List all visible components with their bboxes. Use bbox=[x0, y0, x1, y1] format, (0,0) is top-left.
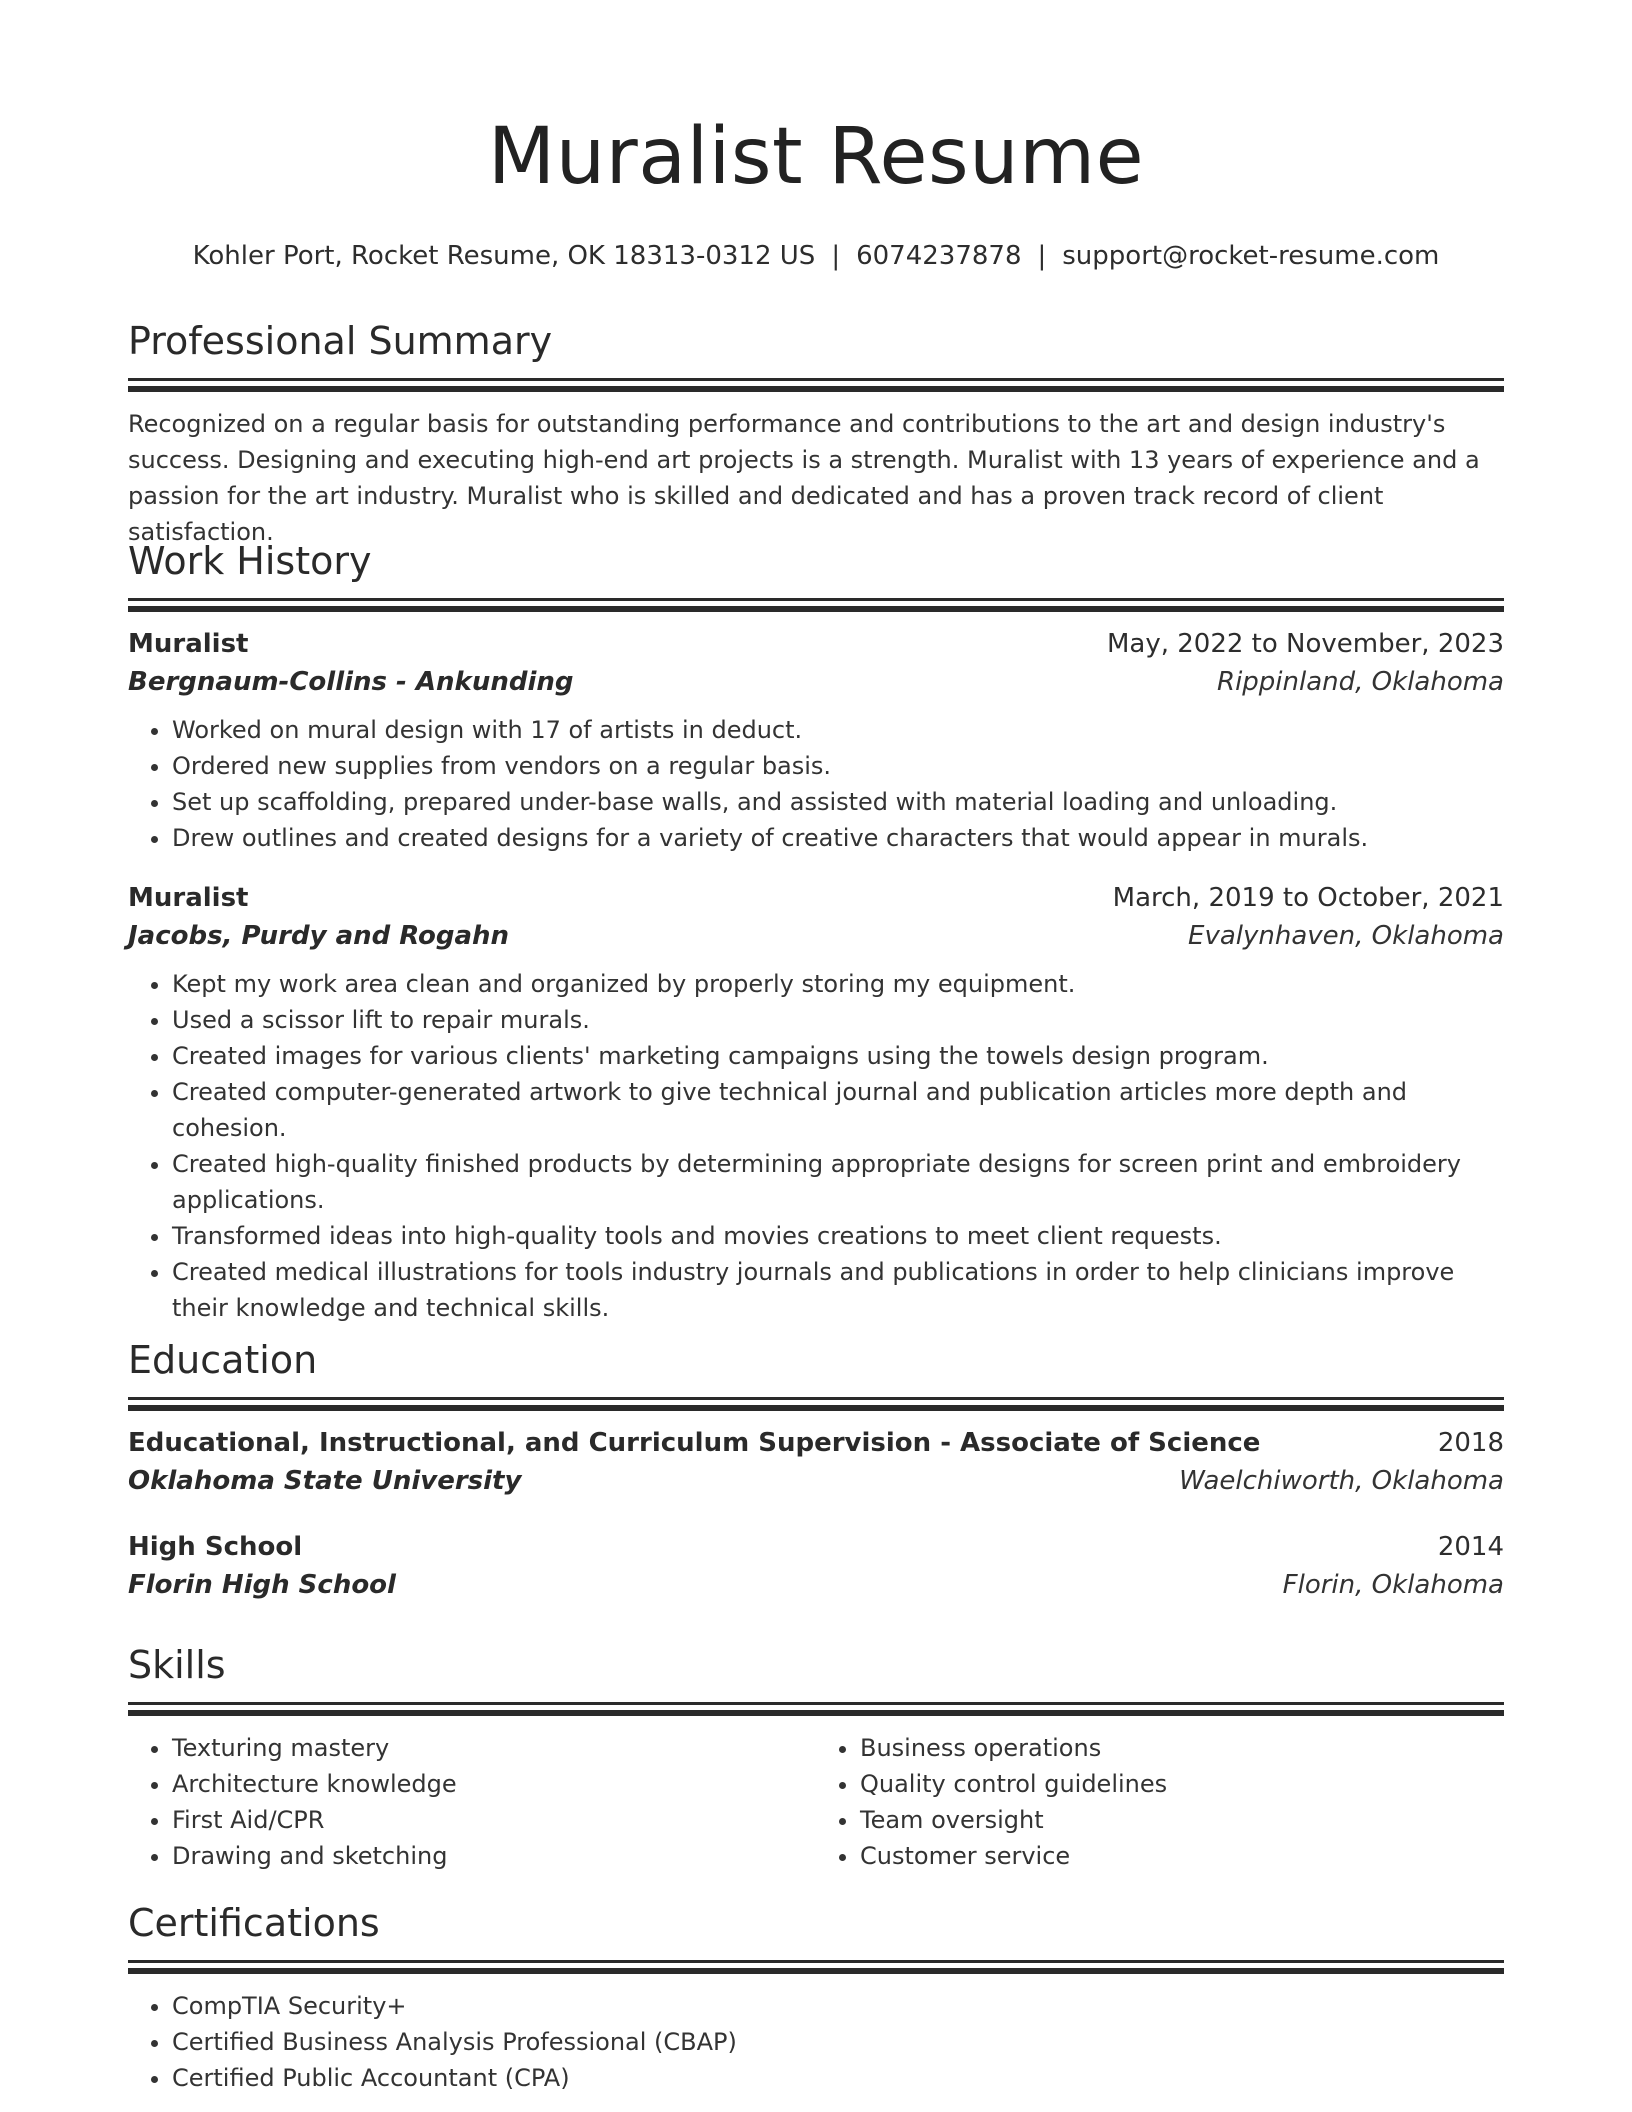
divider bbox=[128, 606, 1504, 612]
degree: High School bbox=[128, 1532, 303, 1562]
list-item: • Kept my work area clean and organized by properly storing my equipment. bbox=[172, 966, 1504, 1002]
list-item: • Created images for various clients' marketing campaigns using the towels design program. bbox=[172, 1038, 1504, 1074]
list-item: • Created computer-generated artwork to give technical journal and publication articles more depth and cohesion. bbox=[172, 1074, 1504, 1146]
degree: Educational, Instructional, and Curriculum Supervision - Associate of Science bbox=[128, 1428, 1261, 1458]
divider bbox=[128, 598, 1504, 601]
section-heading: Skills bbox=[128, 1643, 226, 1687]
divider bbox=[128, 1960, 1504, 1963]
skills-list-left bbox=[128, 1730, 816, 1874]
list-item: • CompTIA Security+ bbox=[172, 1988, 1504, 2024]
list-item: • Business operations bbox=[860, 1730, 1504, 1766]
section-heading: Professional Summary bbox=[128, 319, 553, 363]
company-name: Bergnaum-Collins - Ankunding bbox=[128, 667, 574, 697]
school-name: Florin High School bbox=[128, 1570, 396, 1600]
list-item: • Used a scissor lift to repair murals. bbox=[172, 1002, 1504, 1038]
email: support@rocket-resume.com bbox=[1062, 241, 1440, 271]
skills-section bbox=[128, 1642, 1504, 1874]
job-location: Evalynhaven, Oklahoma bbox=[1188, 921, 1504, 951]
job-duties bbox=[128, 712, 1504, 856]
divider bbox=[128, 1968, 1504, 1974]
list-item: • Ordered new supplies from vendors on a regular basis. bbox=[172, 748, 1504, 784]
job-dates: May, 2022 to November, 2023 bbox=[1106, 629, 1504, 659]
certifications-list bbox=[128, 1988, 1504, 2096]
list-item: • First Aid/CPR bbox=[172, 1802, 816, 1838]
section-heading: Work History bbox=[128, 539, 372, 583]
section-heading: Certifications bbox=[128, 1901, 380, 1945]
summary-text: Recognized on a regular basis for outstanding performance and contributions to the art and design industry's success. Designing and executing high-end art projects is a strength. Muralist with 13 years of experience and a passion for the art industry. Muralist who is skilled and dedicated and has a proven track record of client satisfaction. bbox=[128, 410, 1480, 546]
list-item: • Texturing mastery bbox=[172, 1730, 816, 1766]
job-title: Muralist bbox=[128, 883, 249, 913]
job-dates: March, 2019 to October, 2021 bbox=[1112, 883, 1504, 913]
summary-section bbox=[128, 318, 1504, 550]
job-entry bbox=[128, 880, 1504, 1326]
resume-title: Muralist Resume bbox=[487, 112, 1145, 202]
job-entry bbox=[128, 626, 1504, 856]
list-item: • Worked on mural design with 17 of artists in deduct. bbox=[172, 712, 1504, 748]
skills-list-right bbox=[816, 1730, 1504, 1874]
list-item: • Certified Business Analysis Professional (CBAP) bbox=[172, 2024, 1504, 2060]
list-item: • Customer service bbox=[860, 1838, 1504, 1874]
address: Kohler Port, Rocket Resume, OK 18313-0312 US bbox=[192, 241, 816, 271]
job-title: Muralist bbox=[128, 629, 249, 659]
list-item: • Quality control guidelines bbox=[860, 1766, 1504, 1802]
list-item: • Transformed ideas into high-quality tools and movies creations to meet client requests. bbox=[172, 1218, 1504, 1254]
separator: | bbox=[831, 241, 841, 271]
certifications-section bbox=[128, 1900, 1504, 2096]
work-history-section bbox=[128, 538, 1504, 1326]
skills-columns bbox=[128, 1730, 1504, 1874]
list-item: • Team oversight bbox=[860, 1802, 1504, 1838]
list-item: • Drew outlines and created designs for a variety of creative characters that would appear in murals. bbox=[172, 820, 1504, 856]
list-item: • Set up scaffolding, prepared under-base walls, and assisted with material loading and unloading. bbox=[172, 784, 1504, 820]
divider bbox=[128, 386, 1504, 392]
education-entry bbox=[128, 1529, 1504, 1605]
list-item: • Certified Public Accountant (CPA) bbox=[172, 2060, 1504, 2096]
education-entry bbox=[128, 1425, 1504, 1501]
list-item: • Architecture knowledge bbox=[172, 1766, 816, 1802]
school-location: Waelchiworth, Oklahoma bbox=[1179, 1466, 1504, 1496]
separator: | bbox=[1037, 241, 1047, 271]
education-section bbox=[128, 1337, 1504, 1605]
divider bbox=[128, 378, 1504, 381]
section-heading: Education bbox=[128, 1338, 318, 1382]
divider bbox=[128, 1397, 1504, 1400]
school-location: Florin, Oklahoma bbox=[1282, 1570, 1504, 1600]
contact-line bbox=[128, 240, 1504, 272]
company-name: Jacobs, Purdy and Rogahn bbox=[128, 921, 510, 951]
school-name: Oklahoma State University bbox=[128, 1466, 522, 1496]
list-item: • Drawing and sketching bbox=[172, 1838, 816, 1874]
job-location: Rippinland, Oklahoma bbox=[1217, 667, 1504, 697]
divider bbox=[128, 1702, 1504, 1705]
divider bbox=[128, 1710, 1504, 1716]
job-duties bbox=[128, 966, 1504, 1326]
list-item: • Created high-quality finished products by determining appropriate designs for screen print and embroidery applications. bbox=[172, 1146, 1504, 1218]
graduation-year: 2018 bbox=[1437, 1428, 1504, 1458]
divider bbox=[128, 1405, 1504, 1411]
graduation-year: 2014 bbox=[1437, 1532, 1504, 1562]
phone: 6074237878 bbox=[856, 241, 1022, 271]
list-item: • Created medical illustrations for tools industry journals and publications in order to help clinicians improve their knowledge and technical skills. bbox=[172, 1254, 1504, 1326]
